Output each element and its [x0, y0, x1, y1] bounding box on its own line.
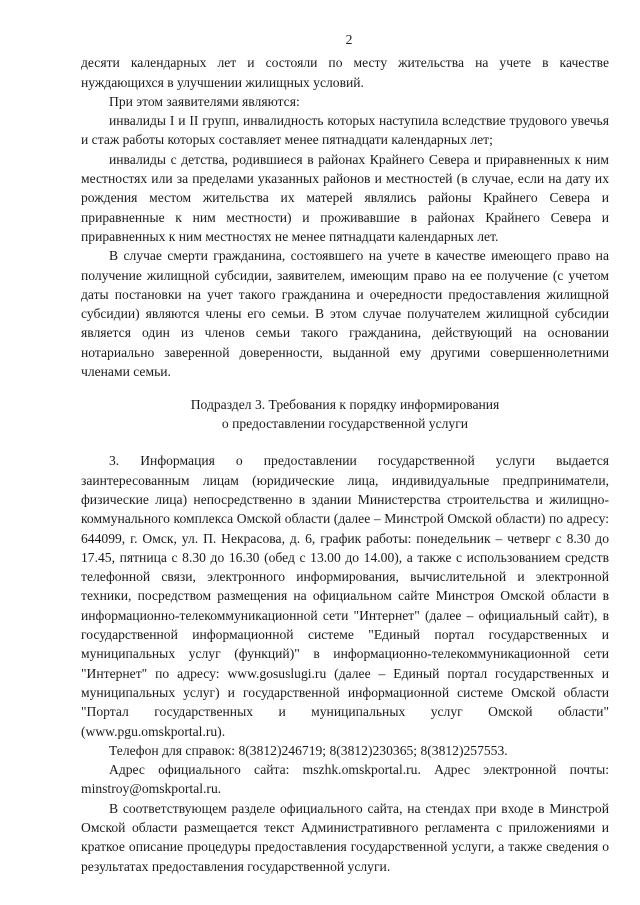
paragraph: Телефон для справок: 8(3812)246719; 8(3812)230365; 8(3812)257553.: [109, 742, 508, 758]
section-heading: [81, 395, 609, 433]
paragraph: десяти календарных лет и состояли по месту жительства на учете в качестве нуждающихся в улучшении жилищных условий.: [81, 55, 609, 90]
paragraph: инвалиды I и II групп, инвалидность которых наступила вследствие трудового увечья и стаж работы которых составляет менее пятнадцати календарных лет;: [81, 113, 609, 148]
section-heading-line: Подраздел 3. Требования к порядку информирования: [190, 397, 500, 413]
paragraph: Адрес официального сайта: mszhk.omskportal.ru. Адрес электронной почты: minstroy@omskportal.ru.: [81, 762, 609, 797]
paragraph: При этом заявителями являются:: [109, 93, 300, 109]
page-number: 2: [345, 32, 353, 47]
paragraph: 3. Информация о предоставлении государственной услуги выдается заинтересованным лицам (юридические лица, индивидуальные предприниматели, физические лица) непосредственно в здании Министерства строительства и жилищно-коммунального комплекса Омской области (далее – Минстрой Омской области) по адресу: 644099, г. Омск, ул. П. Некрасова, д. 6, график работы: понедельник – четверг с 8.30 до 17.45, пятница с 8.30 до 16.30 (обед с 13.00 до 14.00), а также с использованием средств телефонной связи, электронного информирования, вычислительной и электронной техники, посредством размещения на официальном сайте Минстроя Омской области в информационно-телекоммуникационной сети "Интернет" (далее – официальный сайт), в государственной информационной системе "Единый портал государственных и муниципальных услуг (функций)" в информационно-телекоммуникационной сети "Интернет" по адресу: www.gosuslugi.ru (далее – Единый портал государственных и муниципальных услуг) и государственной информационной системе Омской области "Портал государственных и муниципальных услуг Омской области" (www.pgu.omskportal.ru).: [81, 453, 609, 739]
paragraph: В случае смерти гражданина, состоявшего на учете в качестве имеющего право на получение жилищной субсидии, заявителем, имеющим право на ее получение (с учетом даты постановки на учет такого гражданина и очередности предоставления жилищной субсидии) являются члены его семьи. В этом случае получателем жилищной субсидии является один из членов семьи такого гражданина, действующий на основании нотариально заверенной доверенности, выданной ему другими совершеннолетними членами семьи.: [81, 248, 609, 380]
paragraph: инвалиды с детства, родившиеся в районах Крайнего Севера и приравненных к ним местностях или за пределами указанных районов и местностей (в случае, если на дату их рождения местом жительства их матерей являлись районы Крайнего Севера и приравненные к ним местности) и проживавшие в районах Крайнего Севера и приравненных к ним местностях не менее пятнадцати календарных лет.: [81, 151, 609, 244]
document-page: [81, 30, 609, 876]
paragraph: В соответствующем разделе официального сайта, на стендах при входе в Минстрой Омской области размещается текст Административного регламента с приложениями и краткое описание процедуры предоставления государственной услуги, а также сведения о результатах предоставления государственной услуги.: [81, 800, 609, 874]
section-heading-line: о предоставлении государственной услуги: [221, 416, 469, 432]
